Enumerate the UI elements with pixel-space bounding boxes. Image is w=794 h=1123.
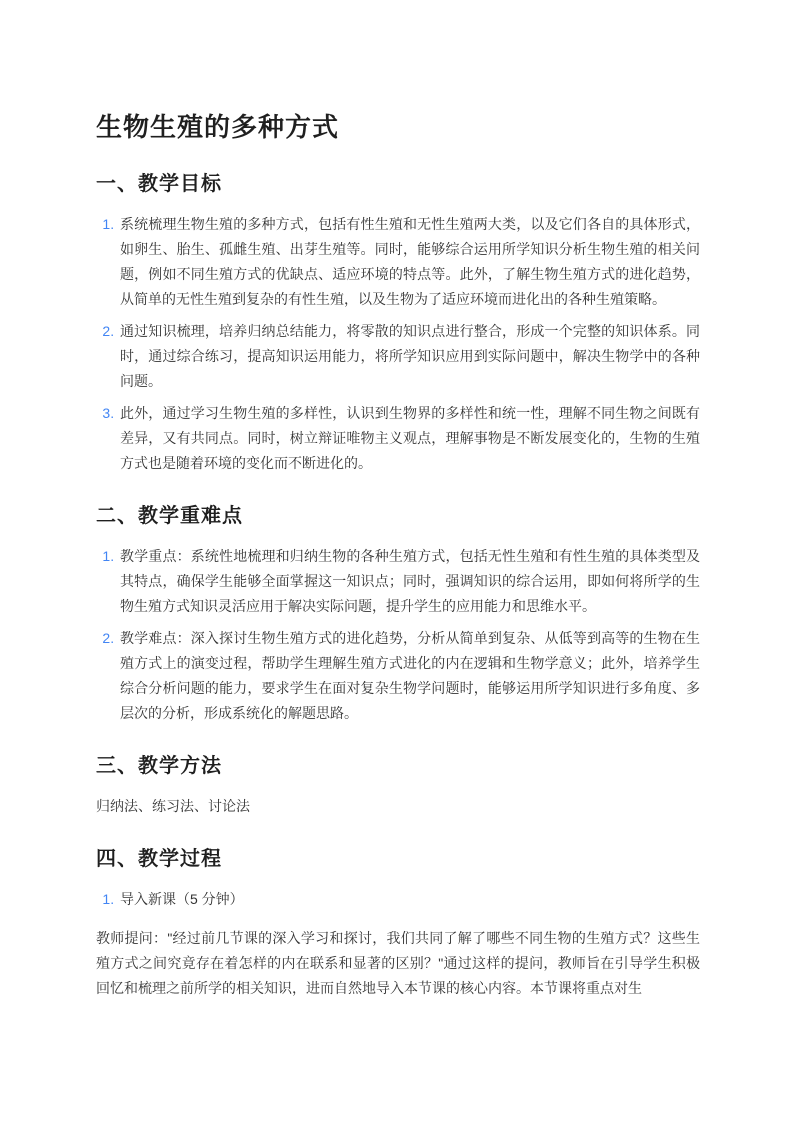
section-heading-process: 四、教学过程	[96, 848, 222, 870]
section-heading-methods: 三、教学方法	[96, 755, 222, 777]
list-item: 1. 导入新课（5 分钟）	[118, 887, 700, 912]
list-item: 3. 此外，通过学习生物生殖的多样性，认识到生物界的多样性和统一性，理解不同生物之间既有差异，又有共同点。同时，树立辩证唯物主义观点，理解事物是不断发展变化的，生物的生殖方式也是随着环境的变化而不断进化的。	[118, 401, 700, 476]
process-intro-paragraph: 教师提问："经过前几节课的深入学习和探讨，我们共同了解了哪些不同生物的生殖方式？这些生殖方式之间究竟存在着怎样的内在联系和显著的区别？"通过这样的提问，教师旨在引导学生积极回忆和梳理之前所学的相关知识，进而自然地导入本节课的核心内容。本节课将重点对生	[96, 930, 700, 996]
section-methods	[96, 752, 700, 819]
section-heading-key-points: 二、教学重难点	[96, 505, 243, 527]
list-item: 1. 系统梳理生物生殖的多种方式，包括有性生殖和无性生殖两大类，以及它们各自的具体形式，如卵生、胎生、孤雌生殖、出芽生殖等。同时，能够综合运用所学知识分析生物生殖的相关问题，例如不同生殖方式的优缺点、适应环境的特点等。此外，了解生物生殖方式的进化趋势，从简单的无性生殖到复杂的有性生殖，以及生物为了适应环境而进化出的各种生殖策略。	[118, 212, 700, 312]
section-key-points	[96, 502, 700, 726]
list-item: 1. 教学重点：系统性地梳理和归纳生物的各种生殖方式，包括无性生殖和有性生殖的具体类型及其特点，确保学生能够全面掌握这一知识点；同时，强调知识的综合运用，即如何将所学的生物生殖方式知识灵活应用于解决实际问题，提升学生的应用能力和思维水平。	[118, 544, 700, 619]
section-heading-objectives: 一、教学目标	[96, 173, 222, 195]
list-item: 2. 通过知识梳理，培养归纳总结能力，将零散的知识点进行整合，形成一个完整的知识体系。同时，通过综合练习，提高知识运用能力，将所学知识应用到实际问题中，解决生物学中的各种问题。	[118, 319, 700, 394]
section-objectives	[96, 170, 700, 476]
section-process	[96, 845, 700, 1001]
objectives-list	[96, 212, 700, 476]
process-list	[96, 887, 700, 912]
methods-text: 归纳法、练习法、讨论法	[96, 798, 250, 814]
list-item: 2. 教学难点：深入探讨生物生殖方式的进化趋势，分析从简单到复杂、从低等到高等的生物在生殖方式上的演变过程，帮助学生理解生殖方式进化的内在逻辑和生物学意义；此外，培养学生综合分析问题的能力，要求学生在面对复杂生物学问题时，能够运用所学知识进行多角度、多层次的分析，形成系统化的解题思路。	[118, 626, 700, 726]
key-points-list	[96, 544, 700, 726]
page-title: 生物生殖的多种方式	[96, 112, 340, 142]
